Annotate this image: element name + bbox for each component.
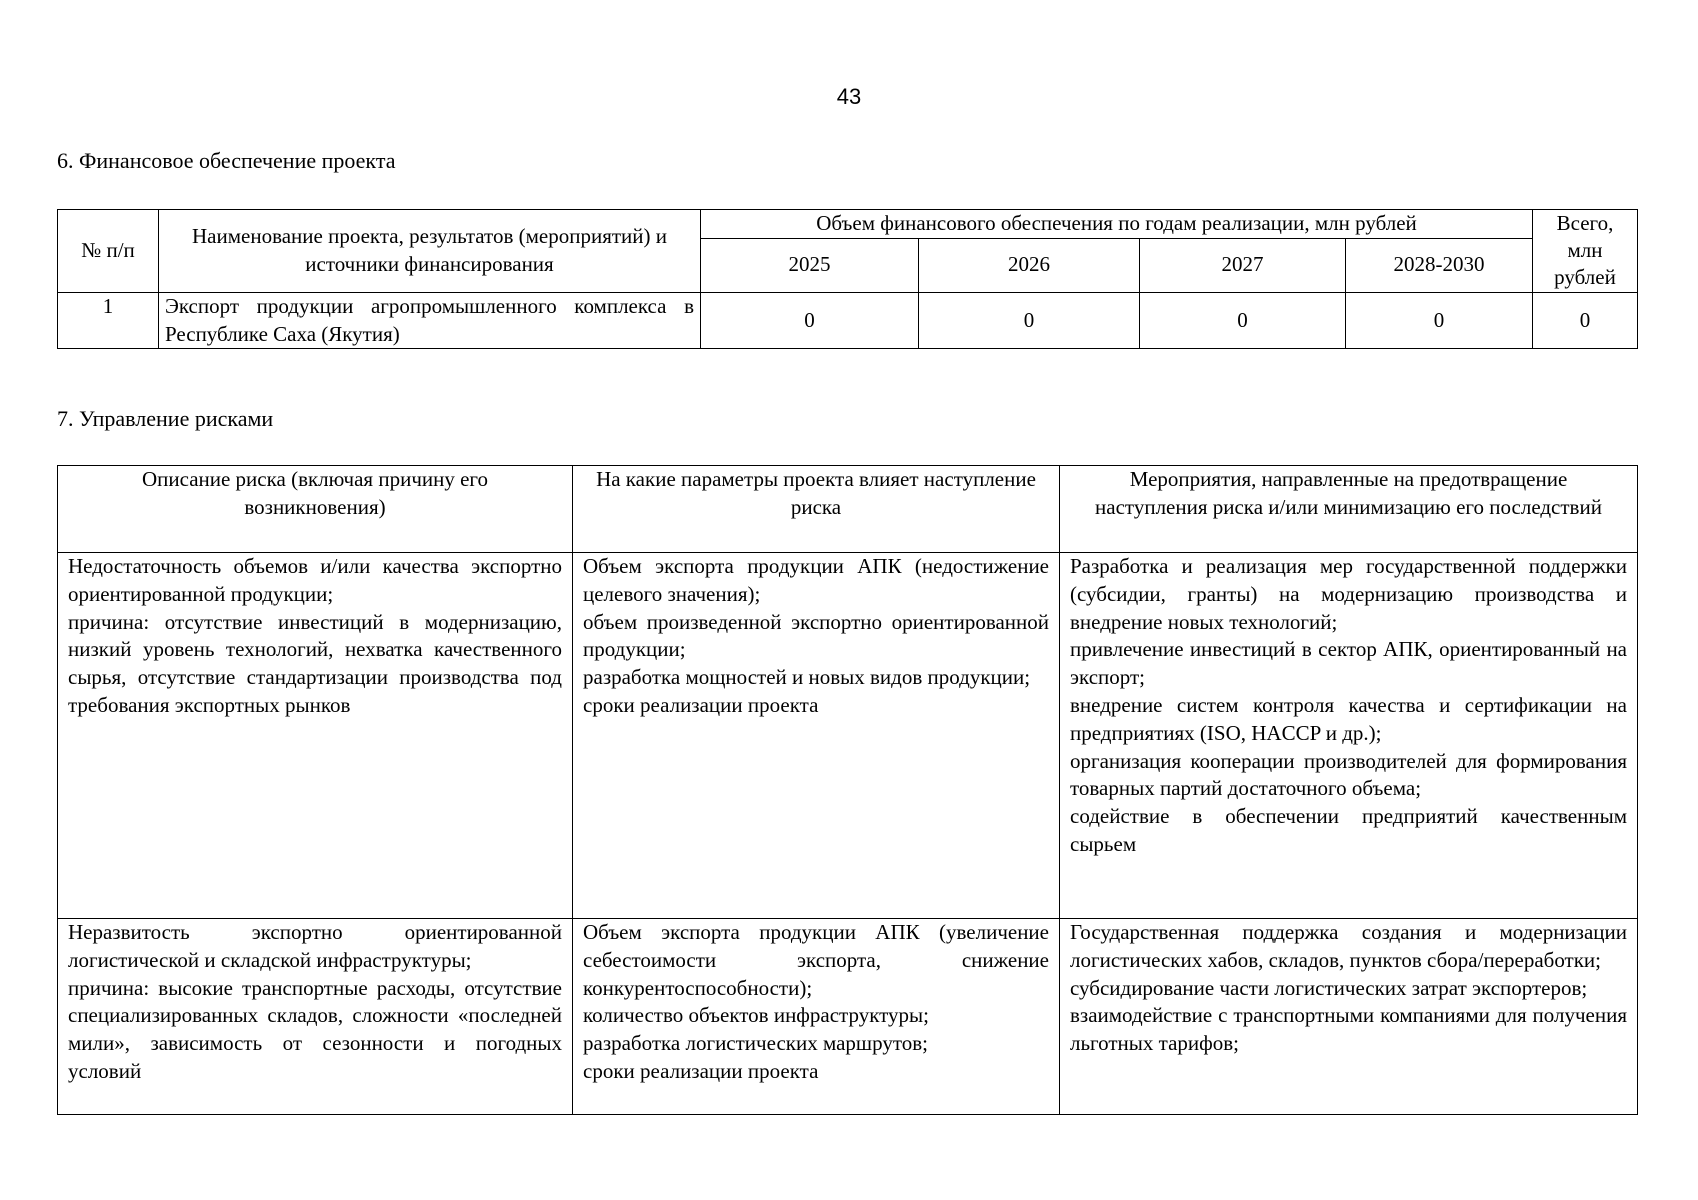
text-paragraph: сроки реализации проекта (583, 1058, 819, 1083)
affected-parameters-cell (573, 919, 1060, 1115)
header-funding-volume: Объем финансового обеспечения по годам реализации, млн рублей (701, 210, 1533, 239)
header-year: 2028-2030 (1346, 238, 1533, 292)
value-cell: 0 (1140, 292, 1346, 349)
value-cell: 0 (919, 292, 1140, 349)
text-paragraph: причина: высокие транспортные расходы, отсутствие специализированных складов, сложности «последней мили», зависимость от сезонности и погодных условий (68, 975, 562, 1083)
row-number-cell: 1 (58, 292, 159, 349)
section-7-title: 7. Управление рисками (57, 406, 274, 431)
mitigation-measures-cell (1060, 553, 1638, 919)
text-paragraph: причина: отсутствие инвестиций в модернизацию, низкий уровень технологий, нехватка качественного сырья, отсутствие стандартизации производства под требования экспортных рынков (68, 609, 562, 717)
text-paragraph: организация кооперации производителей для формирования товарных партий достаточного объема; (1070, 748, 1627, 801)
header-year: 2026 (919, 238, 1140, 292)
header-risk-description: Описание риска (включая причину его возникновения) (58, 466, 573, 553)
total-cell: 0 (1533, 292, 1638, 349)
text-paragraph: Недостаточность объемов и/или качества экспортно ориентированной продукции; (68, 554, 562, 606)
text-paragraph: объем произведенной экспортно ориентированной продукции; (583, 609, 1049, 662)
header-year: 2025 (701, 238, 919, 292)
table-row (58, 292, 1638, 349)
affected-parameters-cell (573, 553, 1060, 919)
risk-description-cell (58, 919, 573, 1115)
text-paragraph: разработка логистических маршрутов; (583, 1031, 928, 1056)
text-paragraph: привлечение инвестиций в сектор АПК, ориентированный на экспорт; (1070, 637, 1627, 690)
text-paragraph: разработка мощностей и новых видов продукции; (583, 665, 1031, 690)
section-6-title: 6. Финансовое обеспечение проекта (57, 148, 396, 173)
page-number: 43 (836, 84, 862, 109)
project-name-cell: Экспорт продукции агропромышленного комплекса в Республике Саха (Якутия) (159, 292, 701, 349)
text-paragraph: содействие в обеспечении предприятий качественным сырьем (1070, 804, 1627, 856)
header-year: 2027 (1140, 238, 1346, 292)
text-paragraph: Неразвитость экспортно ориентированной логистической и складской инфраструктуры; (68, 920, 562, 972)
header-total: Всего, млн рублей (1533, 210, 1638, 293)
text-paragraph: внедрение систем контроля качества и сертификации на предприятиях (ISO, HACCP и др.); (1070, 692, 1627, 745)
text-paragraph: Объем экспорта продукции АПК (недостижение целевого значения); (583, 554, 1049, 606)
header-mitigation-measures: Мероприятия, направленные на предотвращение наступления риска и/или минимизацию его последствий (1060, 466, 1638, 553)
table-row (58, 553, 1638, 919)
mitigation-measures-cell (1060, 919, 1638, 1115)
text-paragraph: взаимодействие с транспортными компаниями для получения льготных тарифов; (1070, 1003, 1627, 1056)
text-paragraph: Разработка и реализация мер государственной поддержки (субсидии, гранты) на модернизацию производства и внедрение новых технологий; (1070, 554, 1627, 634)
header-project-name: Наименование проекта, результатов (мероприятий) и источники финансирования (159, 210, 701, 293)
header-row-number: № п/п (58, 210, 159, 293)
text-paragraph: субсидирование части логистических затрат экспортеров; (1070, 975, 1588, 1000)
value-cell: 0 (1346, 292, 1533, 349)
risk-description-cell (58, 553, 573, 919)
value-cell: 0 (701, 292, 919, 349)
header-affected-parameters: На какие параметры проекта влияет наступление риска (573, 466, 1060, 553)
risk-table (57, 465, 1638, 1115)
text-paragraph: Объем экспорта продукции АПК (увеличение себестоимости экспорта, снижение конкурентоспособности); (583, 920, 1049, 1000)
table-row (58, 919, 1638, 1115)
text-paragraph: Государственная поддержка создания и модернизации логистических хабов, складов, пунктов сбора/переработки; (1070, 920, 1627, 972)
text-paragraph: количество объектов инфраструктуры; (583, 1003, 929, 1028)
finance-table (57, 209, 1638, 349)
text-paragraph: сроки реализации проекта (583, 692, 819, 717)
